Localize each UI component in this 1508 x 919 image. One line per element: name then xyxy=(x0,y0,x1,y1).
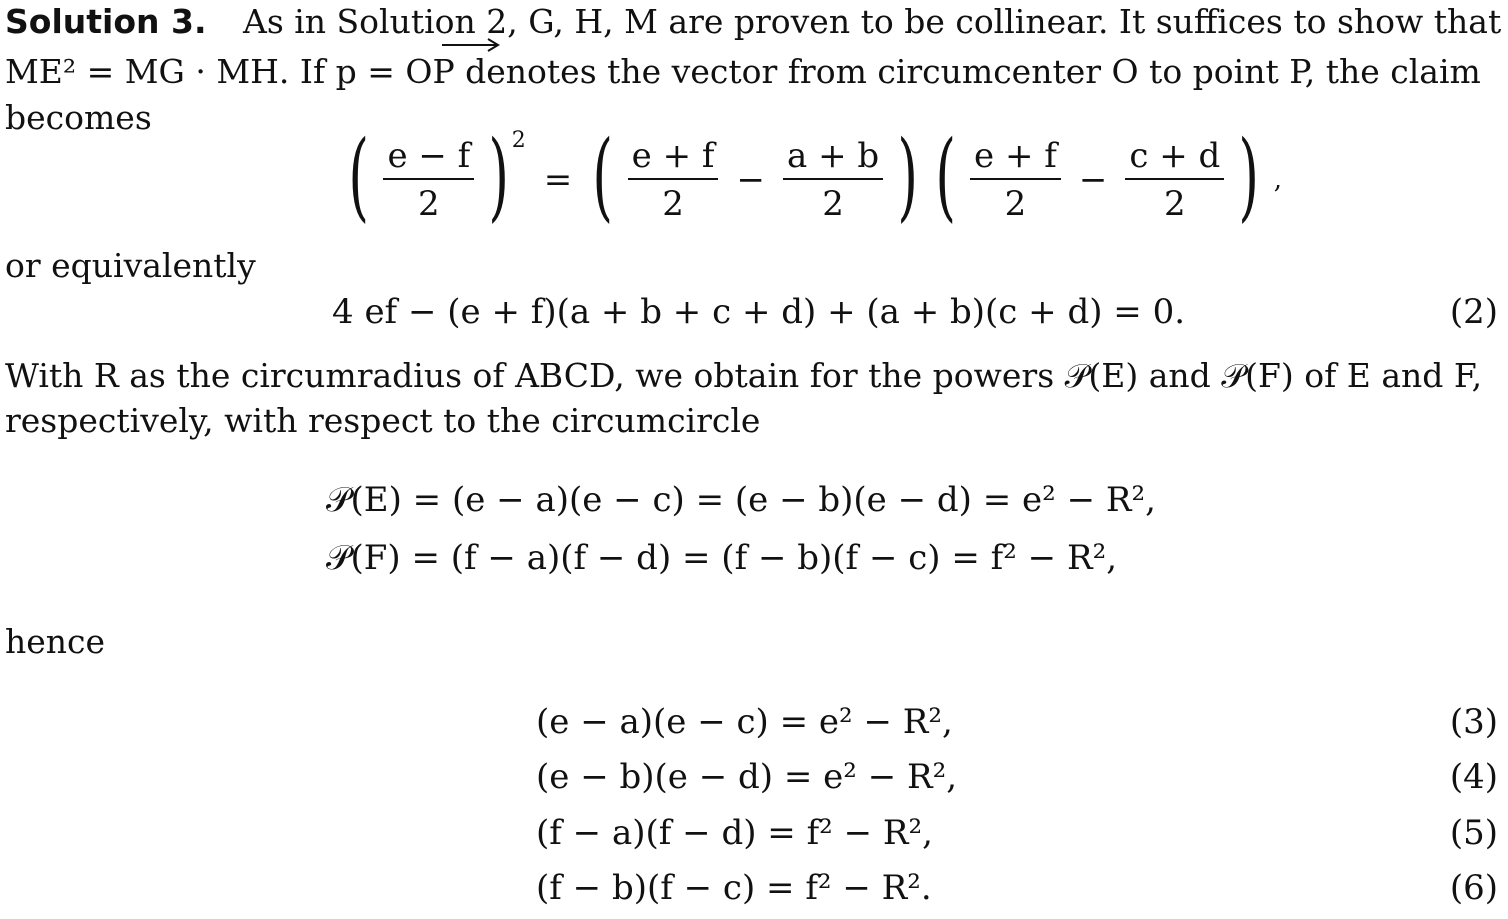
vector-arrow-icon xyxy=(440,38,502,52)
fraction-4: $\frac{e + f}{2}$ xyxy=(970,136,1061,224)
equation-number-3: (3) xyxy=(1449,702,1498,742)
display-equation-1: ( $\frac{e - f}{2}$ ) 2 = ( $\frac{e + f}{2}$ − $\frac{a + b}{2}$ ) ( $\frac{e + f}{2}$ − $\frac{c + d}{2}$ ) , xyxy=(348,120,1282,232)
square-exponent: 2 xyxy=(511,127,526,153)
line-2-text: ME² = MG · MH. If p = OP denotes the vector from circumcenter O to point P, the claim xyxy=(5,52,1481,91)
equation-2: 4 ef − (e + f)(a + b + c + d) + (a + b)(c + d) = 0. xyxy=(332,292,1186,332)
equation-number-4: (4) xyxy=(1449,757,1498,797)
fraction-3: $\frac{a + b}{2}$ xyxy=(783,136,883,224)
equation-6: (f − b)(f − c) = f² − R². xyxy=(536,868,932,908)
equation-number-5: (5) xyxy=(1449,813,1498,853)
equation-4: (e − b)(e − d) = e² − R², xyxy=(536,757,958,797)
power-equation-E: 𝒫(E) = (e − a)(e − c) = (e − b)(e − d) = e² − R², xyxy=(326,480,1156,520)
fraction-1: $\frac{e - f}{2}$ xyxy=(383,136,474,224)
paragraph-line-1 xyxy=(5,2,1501,42)
line-6-text: respectively, with respect to the circumcircle xyxy=(5,401,761,440)
equation-3: (e − a)(e − c) = e² − R², xyxy=(536,702,953,742)
line-7-text: hence xyxy=(5,622,106,661)
equation-number-2: (2) xyxy=(1449,292,1498,332)
equation-5: (f − a)(f − d) = f² − R², xyxy=(536,813,933,853)
equation-number-6: (6) xyxy=(1449,868,1498,908)
solution-heading: Solution 3. xyxy=(5,2,207,41)
line-1-text: As in Solution 2, G, H, M are proven to be collinear. It suffices to show that xyxy=(242,2,1502,41)
line-4-text: or equivalently xyxy=(5,246,256,285)
fraction-2: $\frac{e + f}{2}$ xyxy=(628,136,719,224)
line-3-text: becomes xyxy=(5,98,152,137)
power-equation-F: 𝒫(F) = (f − a)(f − d) = (f − b)(f − c) = f² − R², xyxy=(326,538,1118,578)
line-5-text: With R as the circumradius of ABCD, we obtain for the powers 𝒫(E) and 𝒫(F) of E and F, xyxy=(5,356,1483,395)
fraction-5: $\frac{c + d}{2}$ xyxy=(1125,136,1224,224)
